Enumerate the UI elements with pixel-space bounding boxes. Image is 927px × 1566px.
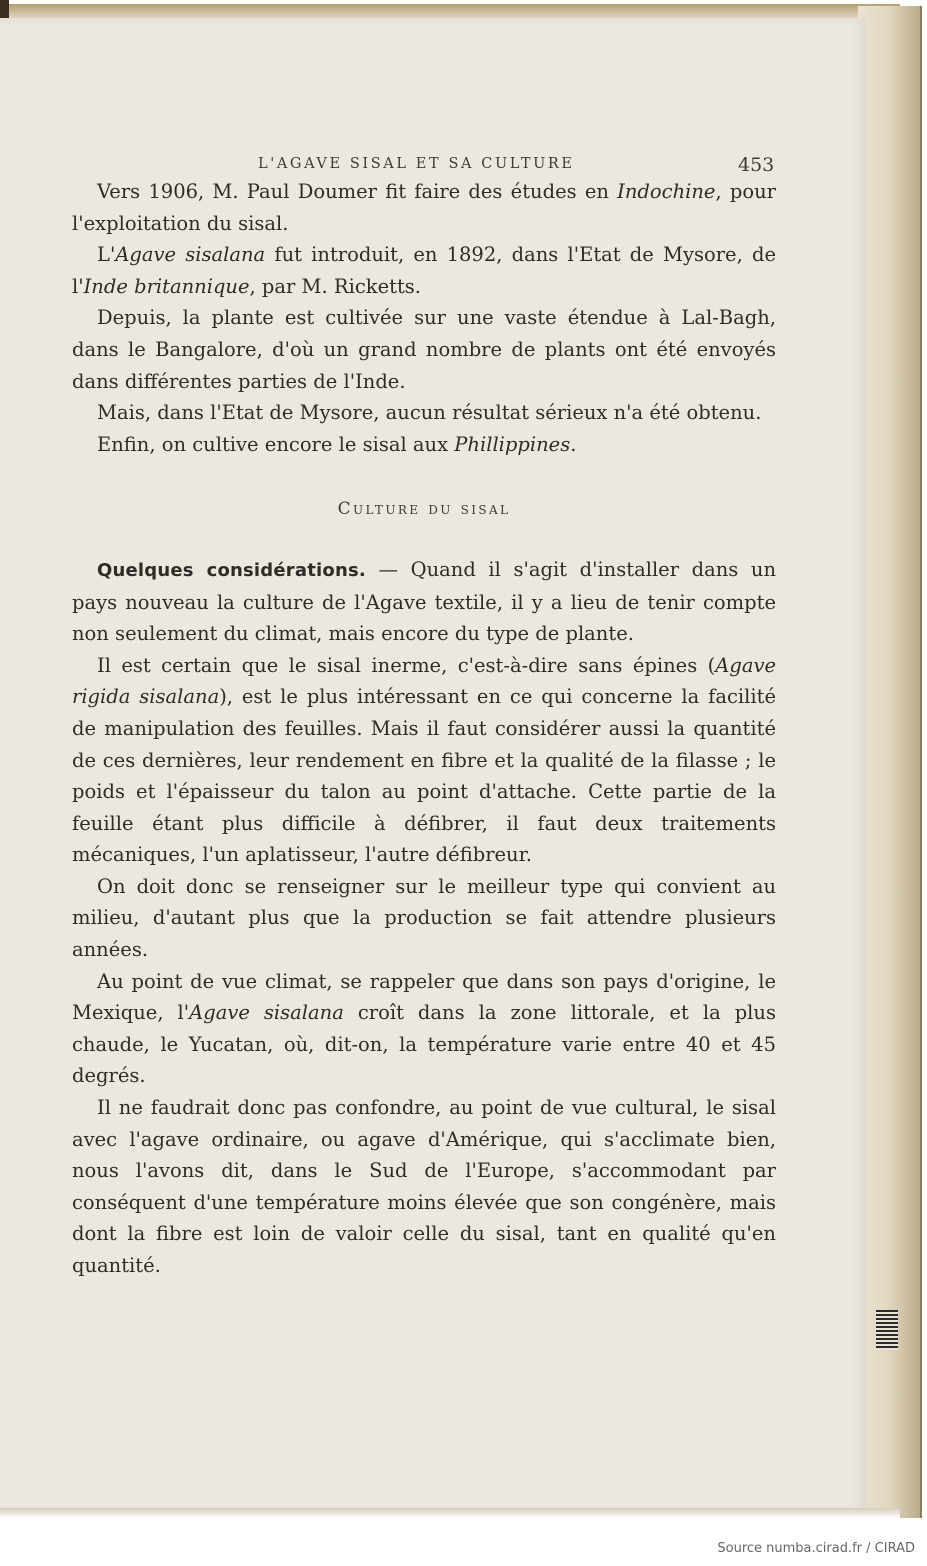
book-page [0,18,866,1512]
section-heading: Culture du sisal [337,499,511,520]
body-text [72,176,776,1282]
running-title: L'AGAVE SISAL ET SA CULTURE [258,156,575,172]
paragraph: Mais, dans l'Etat de Mysore, aucun résultat sérieux n'a été obtenu. [97,401,762,425]
scan-ruler-mark [876,1310,898,1350]
page-number: 453 [738,154,775,176]
place-name: Phillippines [454,432,571,456]
paragraph: Au point de vue climat, se rappeler que dans son pays d'origine, le Mexique, l'Agave sisalana croît dans la zone littorale, et la plus chaude, le Yucatan, où, dit-on, la température varie entre 40 et 45 degrés. [72,969,776,1088]
species-name: Agave sisalana [189,1001,344,1025]
paragraph: Vers 1906, M. Paul Doumer fit faire des études en Indochine, pour l'exploitation du sisal. [72,180,777,235]
paragraph: Il ne faudrait donc pas confondre, au point de vue cultural, le sisal avec l'agave ordinaire, ou agave d'Amérique, qui s'acclimate bien, nous l'avons dit, dans le Sud de l'Europe, s'accommodant par conséquent d'une température moins élevée que son congénère, mais dont la fibre est loin de valoir celle du sisal, tant en qualité qu'en quantité. [72,1096,776,1277]
paragraph: L'Agave sisalana fut introduit, en 1892, dans l'Etat de Mysore, de l'Inde britannique, par M. Ricketts. [72,243,776,298]
page-bottom-shadow [0,1508,900,1518]
paragraph: Quelques considérations. — Quand il s'agit d'installer dans un pays nouveau la culture de l'Agave textile, il y a lieu de tenir compte non seulement du climat, mais encore du type de plante. [72,557,777,646]
place-name: Inde britannique [83,274,250,298]
species-name: Agave sisalana [115,243,266,267]
page-right-edge [858,6,922,1518]
paragraph: On doit donc se renseigner sur le meilleur type qui convient au milieu, d'autant plus que la production se fait attendre plusieurs années. [72,874,776,962]
paragraph-lead: Quelques considérations. [97,559,366,581]
source-credit: Source numba.cirad.fr / CIRAD [717,1541,915,1556]
paragraph: Il est certain que le sisal inerme, c'est-à-dire sans épines (Agave rigida sisalana), est le plus intéressant en ce qui concerne la facilité de manipulation des feuilles. Mais il faut considérer aussi la quantité de ces dernières, leur rendement en fibre et la qualité de la filasse ; le poids et l'épaisseur du talon au point d'attache. Cette partie de la feuille étant plus difficile à défibrer, il faut deux traitements mécaniques, l'un aplatisseur, l'autre défibreur. [72,653,776,867]
place-name: Indochine [617,180,716,203]
paragraph: Depuis, la plante est cultivée sur une vaste étendue à Lal-Bagh, dans le Bangalore, d'où un grand nombre de plants ont été envoyés dans différentes parties de l'Inde. [72,306,776,393]
running-head [0,154,866,176]
paragraph: Enfin, on cultive encore le sisal aux Phillippines. [97,432,577,456]
species-name: Agave rigida sisalana [72,653,776,709]
